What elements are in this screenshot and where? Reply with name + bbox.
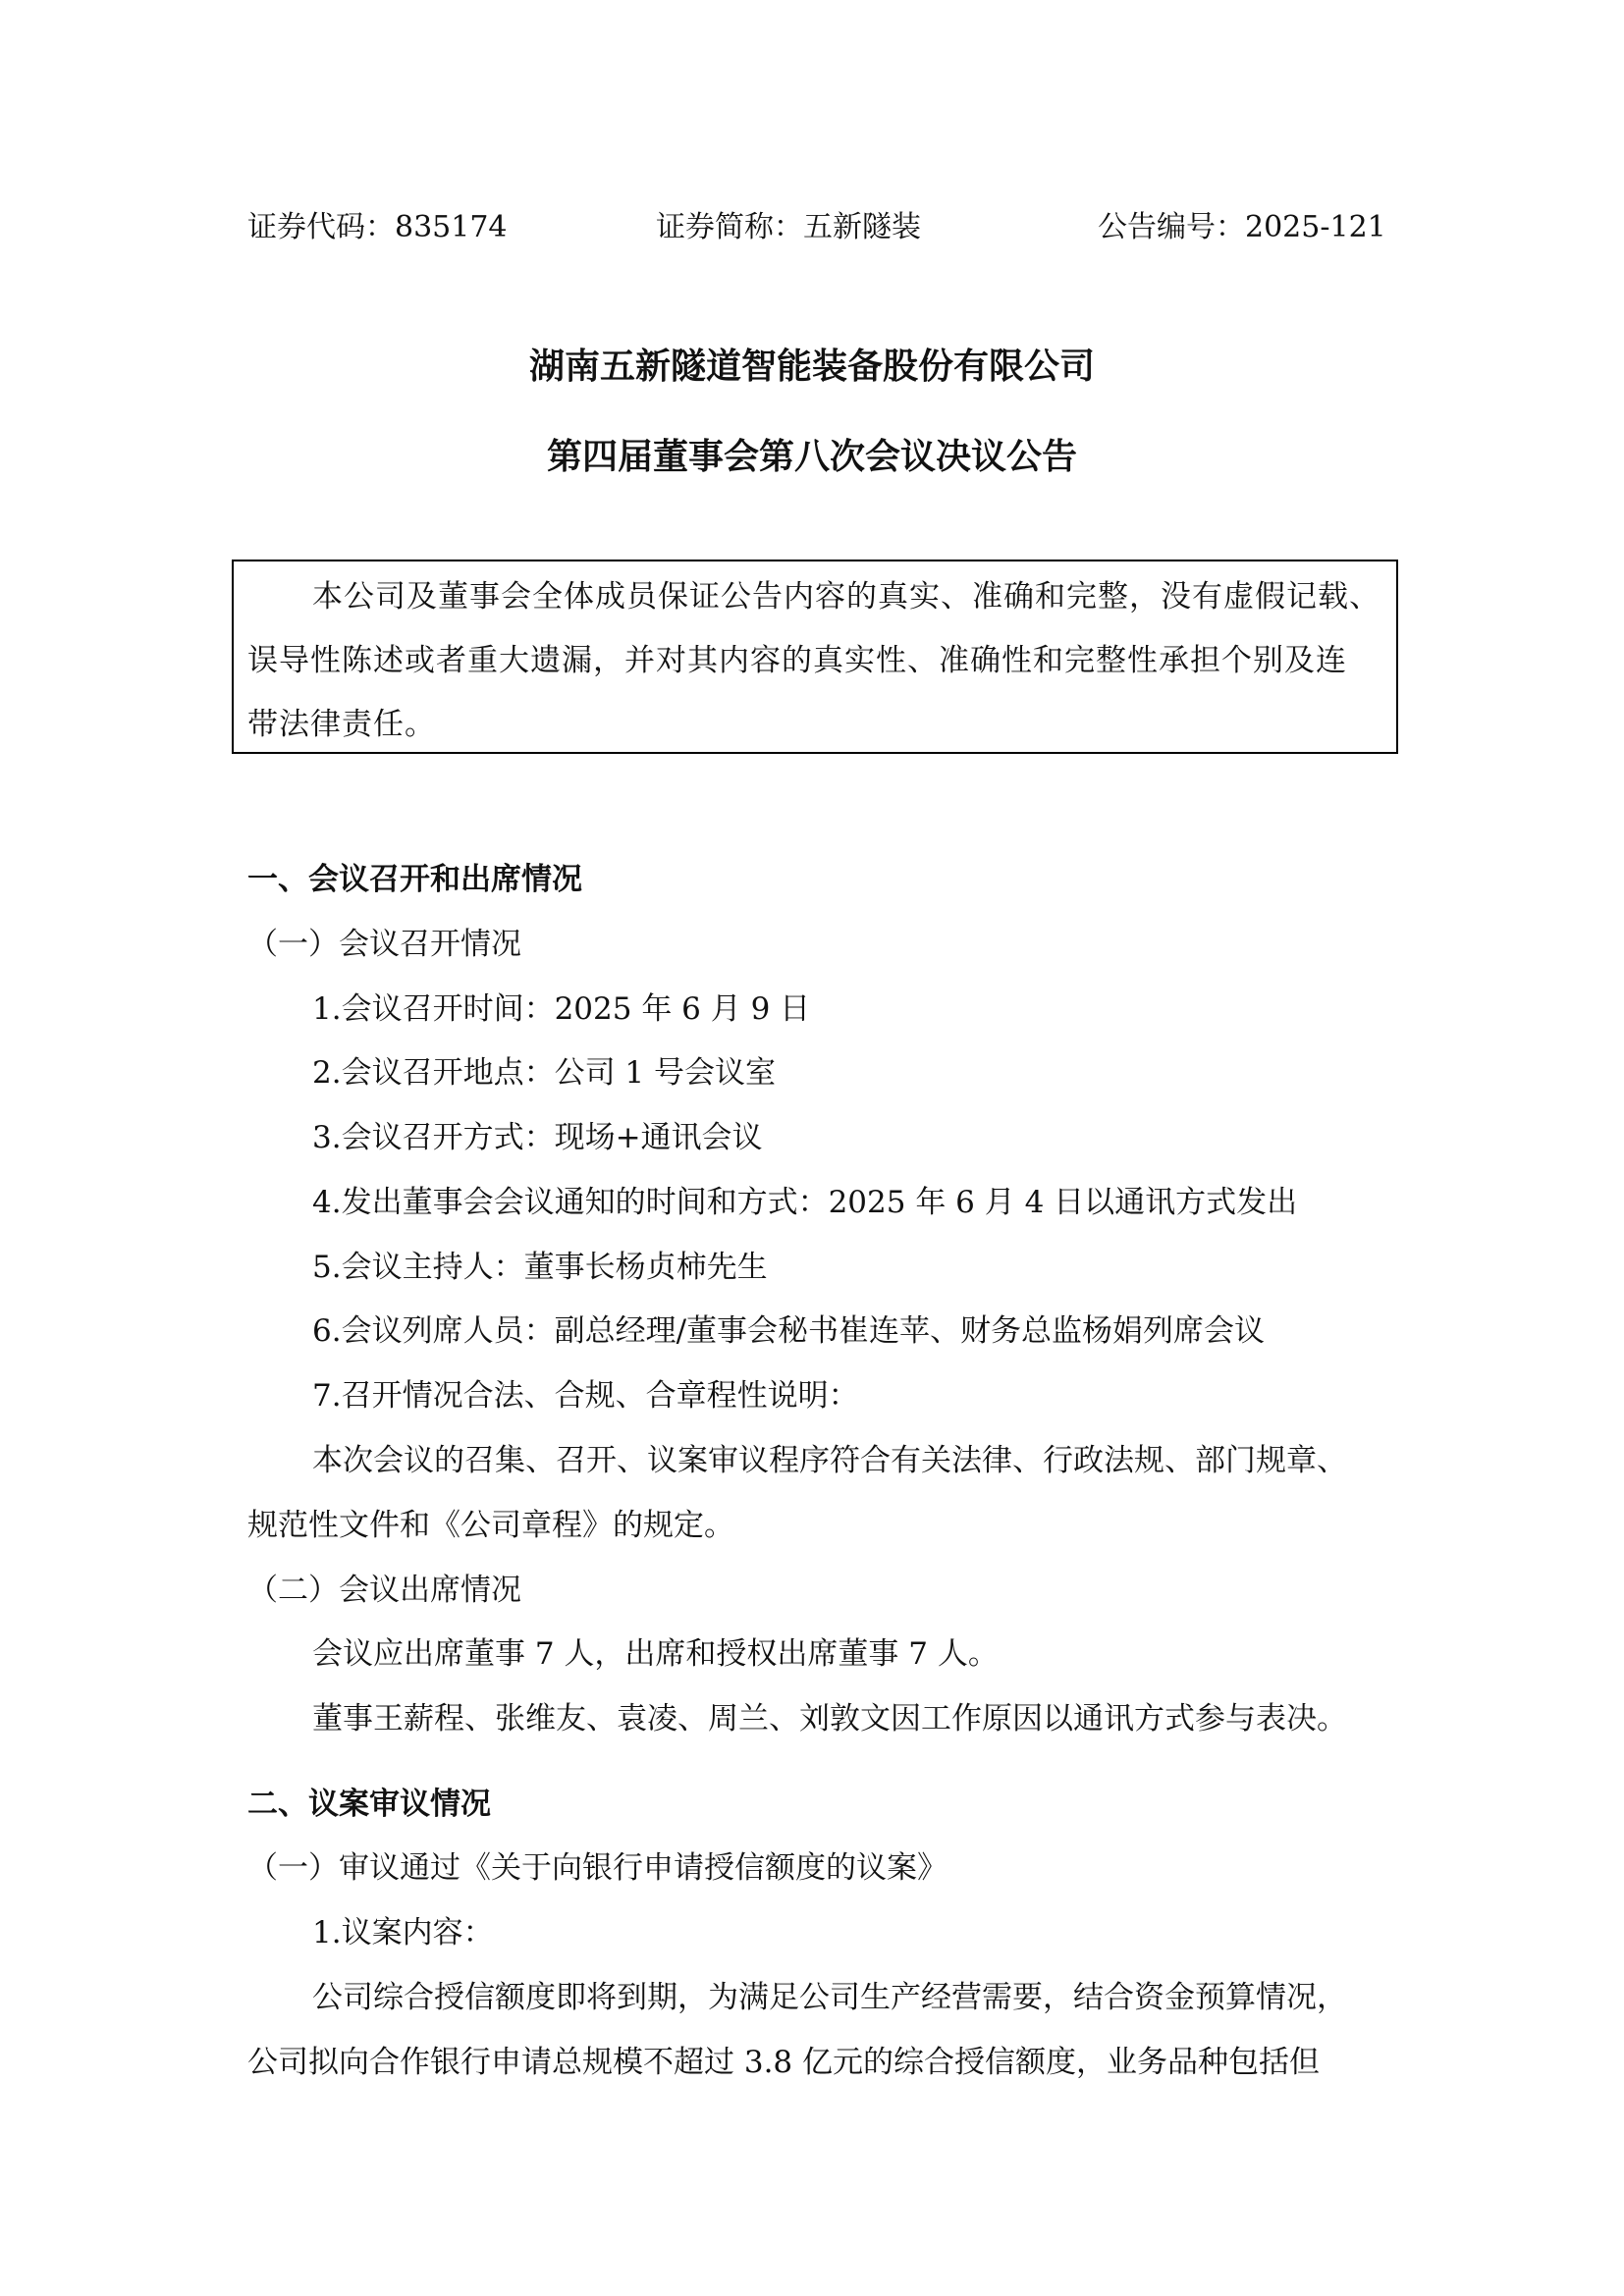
subsection-meeting-attendance: （二）会议出席情况 — [247, 1573, 521, 1608]
announcement-number: 公告编号：2025-121 — [1098, 210, 1386, 244]
subsection-proposal-credit: （一）审议通过《关于向银行申请授信额度的议案》 — [247, 1850, 947, 1886]
section-heading-meeting: 一、会议召开和出席情况 — [247, 862, 582, 897]
meeting-item: 4.发出董事会会议通知的时间和方式：2025 年 6 月 4 日以通讯方式发出 — [312, 1185, 1298, 1220]
notice-line-1: 本公司及董事会全体成员保证公告内容的真实、准确和完整，没有虚假记载、 — [312, 579, 1380, 614]
proposal-content-line-2: 公司拟向合作银行申请总规模不超过 3.8 亿元的综合授信额度，业务品种包括但 — [247, 2045, 1321, 2080]
notice-line-3: 带法律责任。 — [247, 707, 436, 742]
meeting-item: 7.召开情况合法、合规、合章程性说明： — [312, 1378, 859, 1414]
meeting-item: 2.会议召开地点：公司 1 号会议室 — [312, 1055, 777, 1091]
meeting-item: 1.会议召开时间：2025 年 6 月 9 日 — [312, 991, 811, 1027]
section-heading-proposals: 二、议案审议情况 — [247, 1787, 491, 1822]
attendance-line-1: 会议应出席董事 7 人，出席和授权出席董事 7 人。 — [312, 1636, 999, 1672]
legality-statement-line-1: 本次会议的召集、召开、议案审议程序符合有关法律、行政法规、部门规章、 — [312, 1443, 1347, 1478]
stock-code: 证券代码：835174 — [247, 210, 508, 244]
legality-statement-line-2: 规范性文件和《公司章程》的规定。 — [247, 1508, 734, 1543]
proposal-item-content-label: 1.议案内容： — [312, 1915, 494, 1950]
announcement-title: 第四届董事会第八次会议决议公告 — [546, 437, 1077, 477]
meeting-item: 3.会议召开方式：现场+通讯会议 — [312, 1120, 763, 1155]
meeting-item: 6.会议列席人员：副总经理/董事会秘书崔连苹、财务总监杨娟列席会议 — [312, 1313, 1266, 1349]
subsection-meeting-convening: （一）会议召开情况 — [247, 927, 521, 962]
meeting-item: 5.会议主持人：董事长杨贞柿先生 — [312, 1250, 768, 1285]
proposal-content-line-1: 公司综合授信额度即将到期，为满足公司生产经营需要，结合资金预算情况， — [312, 1980, 1347, 2015]
stock-abbreviation: 证券简称：五新隧装 — [656, 210, 921, 244]
company-title: 湖南五新隧道智能装备股份有限公司 — [528, 347, 1095, 387]
notice-line-2: 误导性陈述或者重大遗漏，并对其内容的真实性、准确性和完整性承担个别及连 — [247, 643, 1347, 678]
attendance-line-2: 董事王薪程、张维友、袁凌、周兰、刘敦文因工作原因以通讯方式参与表决。 — [312, 1701, 1347, 1736]
